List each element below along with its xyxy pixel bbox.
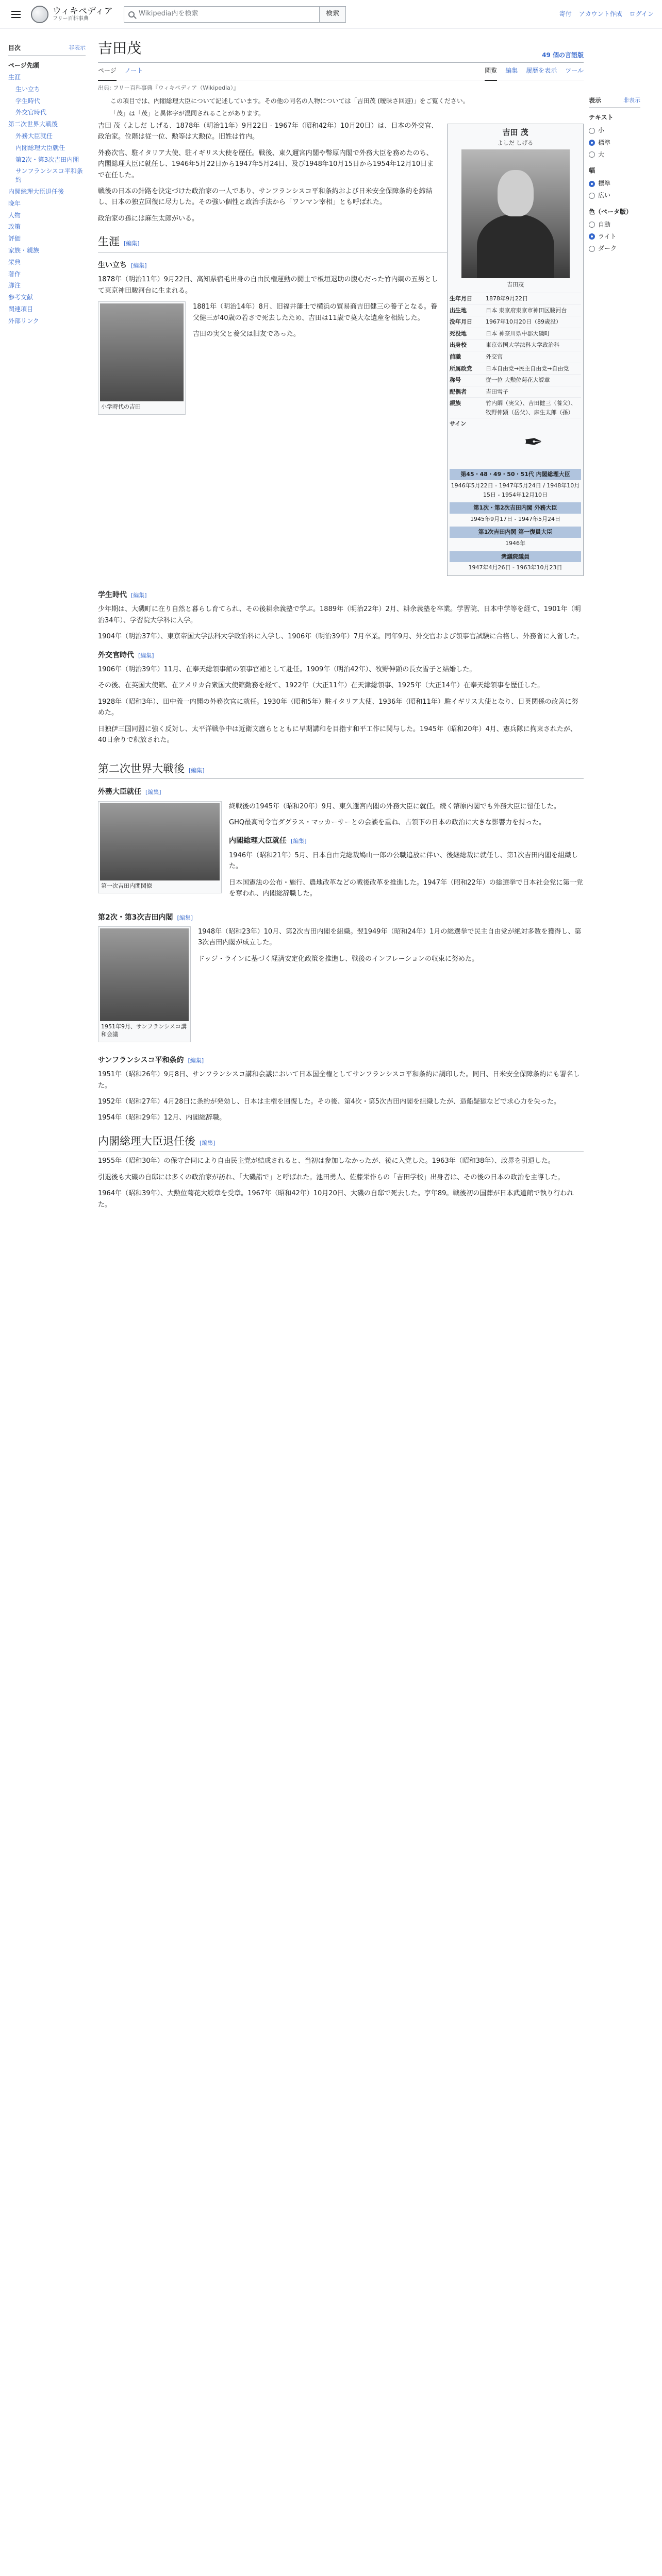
- toc-title: 目次: [8, 44, 21, 52]
- infobox-value: 1878年9月22日: [486, 295, 528, 302]
- infobox-value: 竹内綱（実父）、吉田健三（養父）、牧野伸顕（岳父）、麻生太郎（孫）: [486, 400, 576, 416]
- infobox-value: 日本 神奈川県中郡大磯町: [486, 330, 550, 337]
- paragraph: 1904年（明治37年）、東京帝国大学法科大学政治科に入学し、1906年（明治39年）7月卒業。同年9月、外交官および領事官試験に合格し、外務省に入省した。: [98, 633, 584, 641]
- infobox-label: 死没地: [450, 330, 467, 337]
- toc-item[interactable]: サンフランシスコ平和条約: [15, 167, 83, 184]
- radio-icon: [589, 246, 595, 252]
- toc-item[interactable]: 政策: [8, 223, 21, 231]
- tab-tools[interactable]: ツール: [565, 66, 584, 74]
- signature-image: ✒: [524, 429, 543, 456]
- paragraph: 1954年（昭和29年）12月、内閣総辞職。: [98, 1114, 226, 1122]
- radio-label: 小: [598, 127, 605, 134]
- section-birth: 生い立ち [編集]: [98, 261, 147, 269]
- paragraph: 日本国憲法の公布・施行、農地改革などの戦後改革を推進した。1947年（昭和22年）の総選挙で日本社会党に第一党を奪われ、内閣総辞職した。: [229, 878, 583, 898]
- wikipedia-globe-icon: [31, 6, 48, 23]
- site-header: [0, 0, 662, 29]
- edit-link[interactable]: [編集]: [200, 1139, 216, 1146]
- search-icon: [128, 11, 135, 18]
- infobox-value: 東京帝国大学法科大学政治科: [486, 342, 559, 349]
- section-life: 生涯 [編集]: [98, 233, 584, 252]
- logo-title: ウィキペディア: [53, 6, 113, 16]
- radio-label: ダーク: [598, 245, 617, 252]
- radio-label: 標準: [598, 180, 611, 188]
- thumbnail-image[interactable]: [100, 803, 220, 880]
- thumbnail-caption: 小学時代の吉田: [101, 403, 141, 411]
- paragraph: 引退後も大磯の自邸には多くの政治家が訪れ、「大磯詣で」と呼ばれた。池田勇人、佐藤栄作らの「吉田学校」出身者は、その後の日本の政治を主導した。: [98, 1173, 565, 1181]
- paragraph: ドッジ・ラインに基づく経済安定化政策を推進し、戦後のインフレーションの収束に努めた。: [198, 955, 479, 963]
- edit-link[interactable]: [編集]: [291, 838, 307, 845]
- thumbnail[interactable]: [98, 301, 186, 414]
- search-button[interactable]: 検索: [320, 6, 346, 23]
- infobox-row: [450, 374, 581, 386]
- office-term: 1946年: [505, 540, 525, 547]
- infobox-label: 配偶者: [450, 388, 467, 395]
- toc-item[interactable]: 内閣総理大臣退任後: [8, 188, 64, 195]
- radio-option[interactable]: [589, 219, 640, 231]
- create-account-link[interactable]: アカウント作成: [578, 10, 622, 18]
- paragraph: 1881年（明治14年）8月、旧福井藩士で横浜の貿易商吉田健三の養子となる。養父健三が40歳の若さで死去したため、吉田は11歳で莫大な遺産を相続した。: [193, 303, 437, 322]
- site-logo[interactable]: [31, 6, 113, 23]
- infobox-row: [450, 351, 581, 363]
- text-size-label: テキスト: [589, 114, 614, 122]
- toc-item[interactable]: 外部リンク: [8, 317, 39, 325]
- page-title: 吉田茂: [98, 40, 142, 57]
- section-postwar: 第二次世界大戦後 [編集]: [98, 760, 584, 779]
- edit-link[interactable]: [編集]: [131, 262, 147, 269]
- infobox-label: 親族: [450, 400, 461, 407]
- toc-item[interactable]: 生い立ち: [15, 85, 41, 93]
- paragraph: 吉田の実父と養父は旧友であった。: [193, 330, 300, 338]
- toc-item[interactable]: 晩年: [8, 199, 21, 207]
- infobox-label: 没年月日: [450, 318, 472, 326]
- radio-icon: [589, 222, 595, 228]
- search-placeholder: Wikipedia内を検索: [139, 10, 198, 18]
- paragraph: GHQ最高司令官ダグラス・マッカーサーとの会談を重ね、占領下の日本の政治に大きな影響力を持った。: [229, 818, 546, 826]
- toc-item[interactable]: ページ先頭: [8, 62, 39, 70]
- infobox-label: 生年月日: [450, 295, 472, 302]
- infobox-row: [450, 328, 581, 340]
- search-form: [124, 6, 346, 23]
- tab-history[interactable]: 履歴を表示: [526, 66, 557, 74]
- main-content: [86, 29, 584, 1215]
- toc-item[interactable]: 第2次・第3次吉田内閣: [15, 156, 79, 163]
- paragraph: 少年期は、大磯町に在り自然と暮らし育てられ、その後耕余義塾で学ぶ。1889年（明治22年）2月、耕余義塾を卒業。学習院、日本中学等を経て、1901年（明治34年）、学習院大学科に入学。: [98, 605, 581, 624]
- section-san-francisco: サンフランシスコ平和条約 [編集]: [98, 1056, 204, 1064]
- tab-edit[interactable]: 編集: [505, 66, 518, 74]
- login-link[interactable]: ログイン: [629, 10, 654, 18]
- infobox-label: 出身校: [450, 342, 467, 349]
- edit-link[interactable]: [編集]: [124, 240, 140, 247]
- infobox-label: 前職: [450, 353, 461, 360]
- office-title: 衆議院議員: [450, 551, 581, 563]
- office-term: 1946年5月22日 - 1947年5月24日 / 1948年10月15日 - 1954年12月10日: [451, 482, 580, 498]
- radio-icon: [589, 233, 595, 240]
- office-title: 第1次吉田内閣 第一復員大臣: [450, 527, 581, 538]
- radio-icon: [589, 151, 595, 158]
- infobox-row: [450, 316, 581, 328]
- lead-paragraph: 吉田 茂（よしだ しげる、1878年（明治11年）9月22日 - 1967年（昭和42年）10月20日）は、日本の外交官、政治家。位階は従一位、勲等は大勲位。旧姓は竹内。: [98, 122, 438, 141]
- infobox-value: 吉田雪子: [486, 388, 508, 395]
- paragraph: 1906年（明治39年）11月、在奉天総領事館の領事官補として赴任。1909年（明治42年）、牧野伸顕の長女雪子と結婚した。: [98, 665, 476, 673]
- lead-paragraph: 外務次官、駐イタリア大使、駐イギリス大使を歴任。戦後、東久邇宮内閣や幣原内閣で外務大臣を務めたのち、内閣総理大臣に就任し、1946年5月22日から1947年5月24日、及び1948年10月15日から1954年12月10日まで在任した。: [98, 149, 434, 179]
- toc-item[interactable]: 人物: [8, 211, 21, 219]
- main-menu-button[interactable]: [8, 6, 25, 23]
- radio-option[interactable]: [589, 190, 640, 201]
- edit-link[interactable]: [編集]: [138, 652, 154, 659]
- office-term: 1945年9月17日 - 1947年5月24日: [470, 515, 560, 522]
- paragraph: 1952年（昭和27年）4月28日に条約が発効し、日本は主権を回復した。その後、第4次・第5次吉田内閣を組織したが、造船疑獄などで求心力を失った。: [98, 1097, 560, 1106]
- section-prime-minister: 内閣総理大臣就任 [編集]: [229, 837, 307, 845]
- infobox-row: [450, 304, 581, 316]
- office-title: 第1次・第2次吉田内閣 外務大臣: [450, 502, 581, 514]
- edit-link[interactable]: [編集]: [177, 914, 193, 921]
- paragraph: 1946年（昭和21年）5月、日本自由党総裁鳩山一郎の公職追放に伴い、後継総裁に就任し、第1次吉田内閣を組織した。: [229, 851, 578, 871]
- paragraph: 日独伊三国同盟に強く反対し、太平洋戦争中は近衛文麿らとともに早期講和を目指す和平工作に関与した。1945年（昭和20年）4月、憲兵隊に拘束されたが、40日余りで釈放された。: [98, 725, 577, 744]
- portrait-image[interactable]: [461, 149, 570, 278]
- infobox-caption: 吉田茂: [507, 281, 524, 289]
- infobox-value: 1967年10月20日（89歳没）: [486, 318, 561, 326]
- lead-paragraph: 戦後の日本の針路を決定づけた政治家の一人であり、サンフランシスコ平和条約および日米安全保障条約を締結し、日本の独立回復に尽力した。その強い個性と政治手法から「ワンマン宰相」とも呼ばれた。: [98, 187, 433, 207]
- toc-item[interactable]: 第二次世界大戦後: [8, 121, 58, 128]
- infobox-value: 日本 東京府東京市神田区駿河台: [486, 307, 567, 314]
- radio-icon: [589, 193, 595, 199]
- search-input[interactable]: [124, 6, 320, 23]
- logo-subtitle: フリー百科事典: [53, 16, 89, 22]
- hatnote-disambiguation: この項目では、内閣総理大臣について記述しています。その他の同名の人物については「吉田茂 (曖昧さ回避)」をご覧ください。: [110, 97, 469, 105]
- toc-item[interactable]: 栄典: [8, 258, 21, 266]
- radio-label: 広い: [598, 192, 611, 199]
- infobox-label: 称号: [450, 377, 461, 384]
- radio-icon: [589, 181, 595, 187]
- edit-link[interactable]: [編集]: [131, 591, 147, 599]
- tab-read[interactable]: 閲覧: [485, 62, 497, 81]
- section-second-cabinet: 第2次・第3次吉田内閣 [編集]: [98, 913, 193, 922]
- table-of-contents: [8, 29, 86, 1215]
- hatnote-variant: 「茂」は「茂」と異体字が混同されることがあります。: [110, 109, 265, 117]
- infobox-row: [450, 363, 581, 375]
- infobox-row: [450, 293, 581, 304]
- appearance-title: 表示: [589, 97, 602, 104]
- thumbnail-image[interactable]: [100, 303, 184, 401]
- radio-option[interactable]: [589, 178, 640, 190]
- infobox-row: [450, 339, 581, 351]
- radio-option[interactable]: [589, 231, 640, 243]
- infobox-row: [450, 397, 581, 418]
- radio-option[interactable]: [589, 243, 640, 255]
- infobox-name: 吉田 茂: [502, 127, 528, 137]
- office-term: 1947年4月26日 - 1963年10月23日: [468, 564, 562, 571]
- office-title: 第45・48・49・50・51代 内閣総理大臣: [450, 469, 581, 480]
- toc-item[interactable]: 内閣総理大臣就任: [15, 144, 65, 151]
- paragraph: 1948年（昭和23年）10月、第2次吉田内閣を組織。翌1949年（昭和24年）1月の総選挙で民主自由党が絶対多数を獲得し、第3次吉田内閣が成立した。: [198, 927, 582, 947]
- toc-item[interactable]: 評価: [8, 235, 21, 243]
- radio-label: 自動: [598, 221, 611, 228]
- infobox-value: 外交官: [486, 353, 503, 360]
- infobox-value: 日本自由党→民主自由党→自由党: [486, 365, 569, 372]
- infobox-label: 出生地: [450, 307, 467, 314]
- tab-talk[interactable]: ノート: [124, 66, 143, 74]
- infobox-label: 所属政党: [450, 365, 472, 372]
- thumbnail-caption: 1951年9月、サンフランシスコ講和会議: [101, 1023, 187, 1038]
- section-after-office: 内閣総理大臣退任後 [編集]: [98, 1133, 584, 1152]
- toc-item[interactable]: 関連項目: [8, 305, 34, 313]
- edit-link[interactable]: [編集]: [188, 1057, 204, 1064]
- appearance-hide-button[interactable]: 非表示: [623, 97, 640, 104]
- width-label: 幅: [589, 166, 595, 174]
- radio-icon: [589, 128, 595, 134]
- radio-label: ライト: [598, 232, 617, 240]
- paragraph: 終戦後の1945年（昭和20年）9月、東久邇宮内閣の外務大臣に就任。続く幣原内閣でも外務大臣に留任した。: [229, 802, 560, 810]
- paragraph: 1955年（昭和30年）の保守合同により自由民主党が結成されると、当初は参加しなかったが、後に入党した。1963年（昭和38年）、政界を引退した。: [98, 1157, 555, 1165]
- section-diplomat: 外交官時代 [編集]: [98, 651, 154, 659]
- toc-hide-button[interactable]: 非表示: [69, 44, 86, 51]
- donate-link[interactable]: 寄付: [559, 10, 572, 18]
- toc-item[interactable]: 参考文献: [8, 294, 34, 301]
- edit-link[interactable]: [編集]: [145, 789, 161, 796]
- toc-item[interactable]: 家族・親族: [8, 246, 40, 254]
- paragraph: 1951年（昭和26年）9月8日、サンフランシスコ講和会議において日本国全権としてサンフランシスコ平和条約に調印した。同日、日米安全保障条約にも署名した。: [98, 1071, 580, 1090]
- radio-label: 大: [598, 150, 605, 158]
- edit-link[interactable]: [編集]: [189, 767, 205, 774]
- radio-option[interactable]: [589, 149, 640, 161]
- page-tabs: [98, 63, 584, 80]
- toc-item[interactable]: 外務大臣就任: [15, 132, 53, 140]
- infobox-value: 従一位 大勲位菊花大綬章: [486, 377, 550, 384]
- toc-item[interactable]: 著作: [8, 270, 21, 278]
- toc-item[interactable]: 脚注: [8, 282, 21, 290]
- radio-label: 標準: [598, 139, 611, 146]
- thumbnail-caption: 第一次吉田内閣閣僚: [101, 882, 152, 889]
- radio-icon: [589, 140, 595, 146]
- thumbnail[interactable]: [98, 926, 191, 1042]
- tab-page[interactable]: ページ: [98, 62, 117, 81]
- radio-option[interactable]: [589, 125, 640, 137]
- sign-label: サイン: [450, 420, 467, 428]
- thumbnail[interactable]: [98, 801, 222, 893]
- infobox: [447, 124, 584, 576]
- paragraph: 1878年（明治11年）9月22日、高知県宿毛出身の自由民権運動の闘士で板垣退助の腹心だった竹内綱の五男として東京神田駿河台に生まれる。: [98, 276, 438, 295]
- toc-item[interactable]: 学生時代: [15, 97, 41, 105]
- appearance-panel: [584, 29, 640, 1215]
- color-label: 色（ベータ版）: [589, 208, 633, 215]
- user-links: [559, 9, 654, 19]
- site-subtitle: 出典: フリー百科事典『ウィキペディア（Wikipedia）』: [98, 84, 239, 91]
- thumbnail-image[interactable]: [100, 928, 189, 1021]
- radio-option[interactable]: [589, 137, 640, 149]
- paragraph: 1928年（昭和3年）、田中義一内閣の外務次官に就任。1930年（昭和5年）駐イタリア大使、1936年（昭和11年）駐イギリス大使となり、日英関係の改善に努めた。: [98, 698, 578, 717]
- section-foreign-minister: 外務大臣就任 [編集]: [98, 788, 161, 796]
- infobox-reading: よしだ しげる: [497, 139, 534, 146]
- toc-item[interactable]: 生涯: [8, 73, 21, 81]
- paragraph: 1964年（昭和39年）、大勲位菊花大綬章を受章。1967年（昭和42年）10月20日、大磯の自邸で死去した。享年89。戦後初の国葬が日本武道館で執り行われた。: [98, 1190, 574, 1209]
- paragraph: その後、在英国大使館、在アメリカ合衆国大使館勤務を経て、1922年（大正11年）在天津総領事、1925年（大正14年）在奉天総領事を歴任した。: [98, 682, 544, 690]
- section-school: 学生時代 [編集]: [98, 590, 147, 599]
- toc-item[interactable]: 外交官時代: [15, 109, 47, 116]
- lead-paragraph: 政治家の孫には麻生太郎がいる。: [98, 214, 199, 223]
- language-button[interactable]: 49 個の言語版: [542, 51, 584, 59]
- infobox-row: [450, 386, 581, 398]
